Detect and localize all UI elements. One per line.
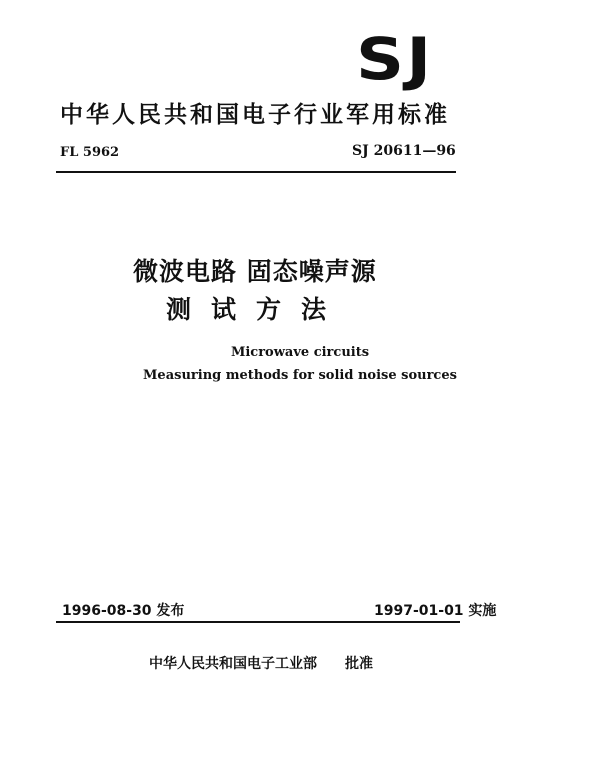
title-chinese-line1: 微波电路 固态噪声源 [133, 257, 377, 286]
title-english-line2: Measuring methods for solid noise sources [143, 368, 457, 383]
top-divider [56, 171, 456, 173]
standard-number: SJ 20611—96 [352, 143, 456, 159]
implementation-date: 1997-01-01 实施 [374, 603, 497, 619]
standard-category: 中华人民共和国电子行业军用标准 [60, 102, 450, 128]
issue-date: 1996-08-30 发布 [62, 603, 185, 619]
sj-logo: SJ [356, 25, 434, 93]
issuing-authority: 中华人民共和国电子工业部 [149, 656, 317, 672]
bottom-divider [56, 621, 460, 623]
approval-label: 批准 [345, 656, 373, 672]
title-english-line1: Microwave circuits [230, 345, 370, 360]
fl-code: FL 5962 [60, 145, 120, 160]
title-chinese-line2: 测试方法 [166, 295, 347, 324]
